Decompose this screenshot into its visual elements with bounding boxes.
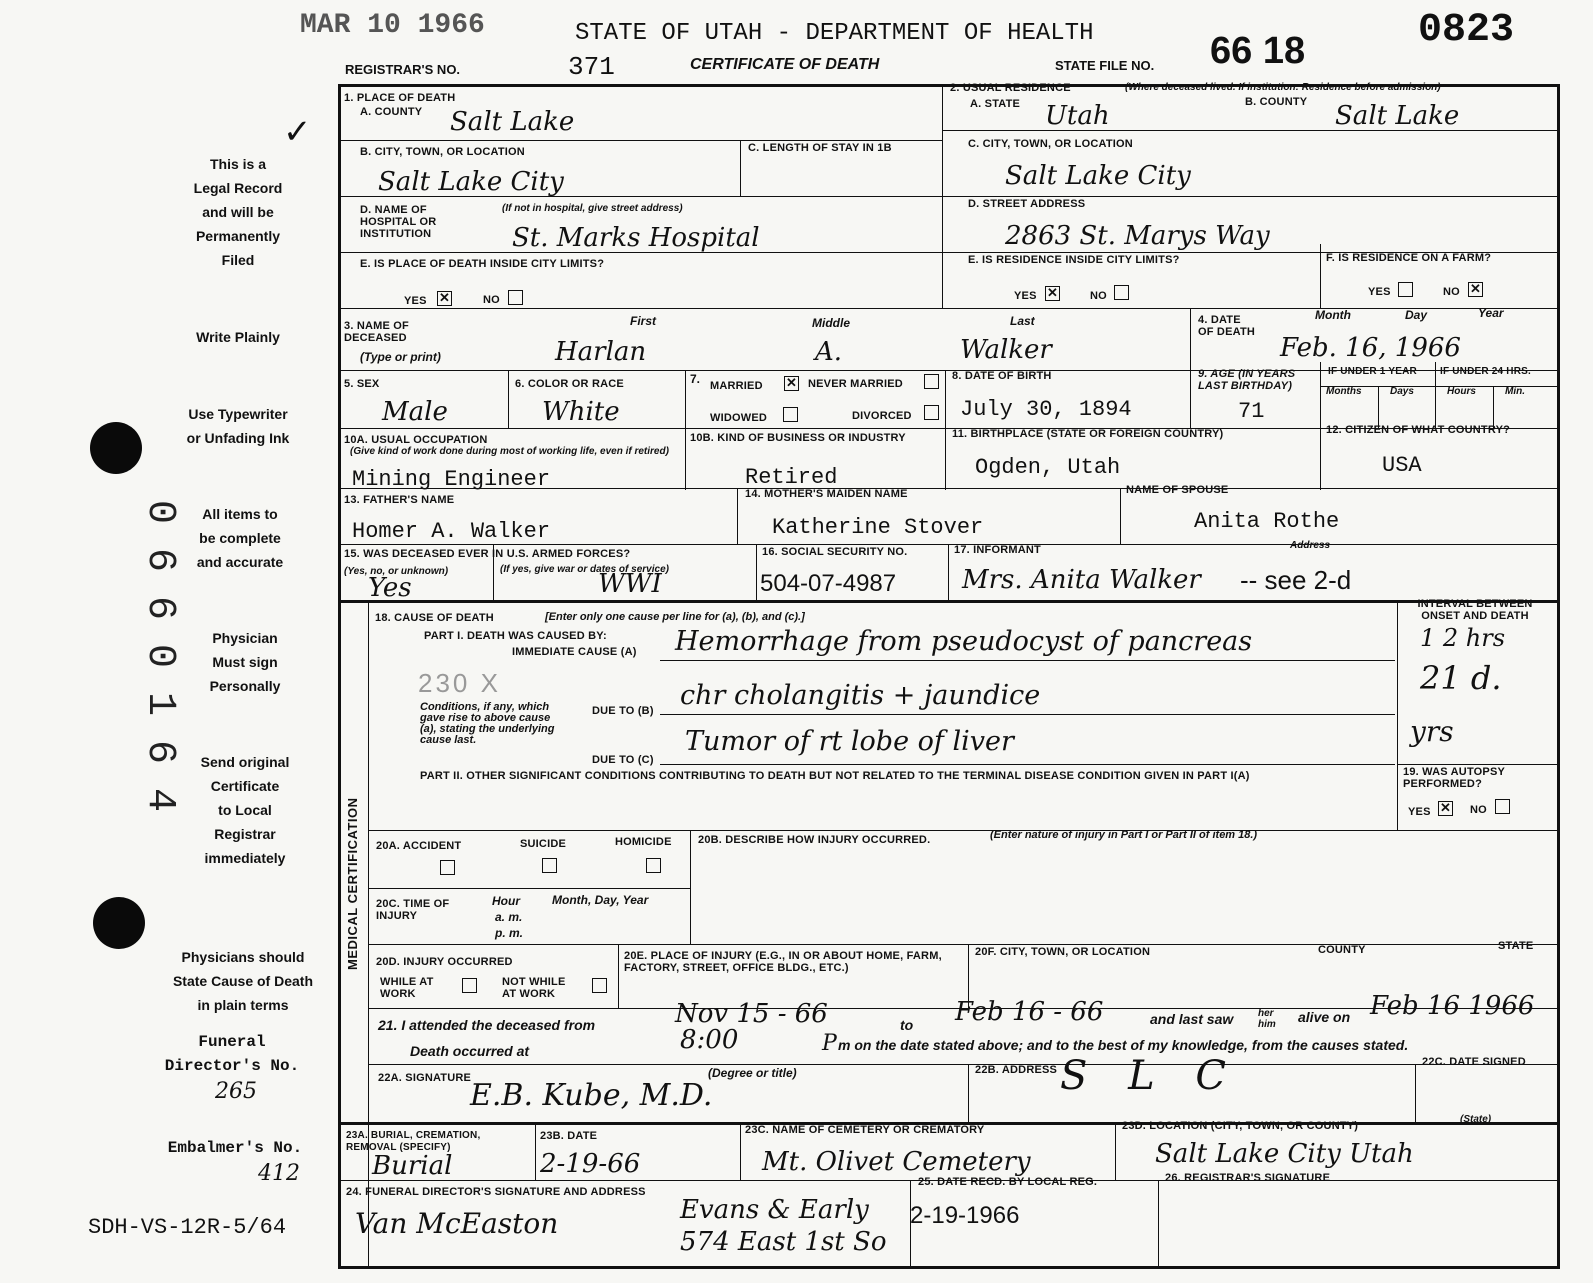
under-24-hrs-label: IF UNDER 24 HRS. <box>1440 366 1531 377</box>
citizen-value: USA <box>1382 453 1422 478</box>
never-married-checkbox[interactable] <box>924 374 939 389</box>
first-name-value: Harlan <box>555 337 647 367</box>
residence-inside-yes-label: YES <box>1014 290 1037 302</box>
state-file-no: 66 18 <box>1210 30 1306 72</box>
autopsy-yes-checkbox[interactable]: ✕ <box>1438 801 1453 816</box>
burial-type-value: Burial <box>372 1151 453 1181</box>
cause-code: 230 X <box>418 668 501 698</box>
sex-value: Male <box>382 397 448 427</box>
cemetery-label: 23C. NAME OF CEMETERY OR CREMATORY <box>745 1124 985 1136</box>
occupation-note: (Give kind of work done during most of working life, even if retired) <box>350 446 669 457</box>
occupation-label: 10A. USUAL OCCUPATION <box>344 434 488 446</box>
while-at-work-checkbox[interactable] <box>462 978 477 993</box>
residence-county-value: Salt Lake <box>1335 101 1460 131</box>
attendance-text3: m on the date stated above; and to the best of my knowledge, from the causes stated. <box>838 1037 1409 1053</box>
death-time-pm: P <box>822 1031 837 1056</box>
part2-label: PART II. OTHER SIGNIFICANT CONDITIONS CONTRIBUTING TO DEATH BUT NOT RELATED TO THE TERMINAL DISEASE CONDITION GIVEN IN PART I(A) <box>420 770 1250 782</box>
item-7-number: 7. <box>690 372 701 386</box>
residence-state-value: Utah <box>1045 101 1110 131</box>
injury-occurred-label: 20D. INJURY OCCURRED <box>376 956 513 968</box>
homicide-label: HOMICIDE <box>615 836 672 848</box>
war-value: WWI <box>598 569 662 599</box>
residence-inside-no-checkbox[interactable] <box>1114 285 1129 300</box>
injury-how-note: (Enter nature of injury in Part I or Part II of item 18.) <box>990 829 1258 841</box>
farm-yes-checkbox[interactable] <box>1398 282 1413 297</box>
deceased-name-label: 3. NAME OF DECEASED <box>344 320 409 344</box>
sidebar-funeral-no: 265 <box>215 1079 257 1104</box>
attendance-text2: Death occurred at <box>410 1043 530 1059</box>
middle-name-label: Middle <box>812 316 850 330</box>
injury-state-label: STATE <box>1498 940 1534 952</box>
length-of-stay-label: C. LENGTH OF STAY IN 1B <box>748 142 892 154</box>
death-county-value: Salt Lake <box>450 107 575 137</box>
hour-label: Hour <box>492 894 520 908</box>
attendance-text1: 21. I attended the deceased from <box>378 1017 596 1033</box>
death-inside-no-label: NO <box>483 294 500 306</box>
signature-label: 22A. SIGNATURE <box>378 1072 472 1084</box>
spouse-value: Anita Rothe <box>1194 509 1340 534</box>
residence-label: 2. USUAL RESIDENCE <box>950 82 1071 94</box>
death-city-label: B. CITY, TOWN, OR LOCATION <box>360 146 525 158</box>
residence-inside-limits-label: E. IS RESIDENCE INSIDE CITY LIMITS? <box>968 254 1180 266</box>
residence-city-label: C. CITY, TOWN, OR LOCATION <box>968 138 1133 150</box>
not-while-at-work-checkbox[interactable] <box>592 978 607 993</box>
death-city-value: Salt Lake City <box>378 167 564 197</box>
dod-year-label: Year <box>1478 306 1504 320</box>
accident-label: 20A. ACCIDENT <box>376 840 462 852</box>
widowed-checkbox[interactable] <box>783 407 798 422</box>
pm-label: p. m. <box>495 926 524 940</box>
autopsy-no-checkbox[interactable] <box>1495 799 1510 814</box>
race-value: White <box>542 397 620 427</box>
date-signed-label: 22C. DATE SIGNED <box>1422 1056 1526 1068</box>
alive-on-label: alive on <box>1298 1009 1351 1025</box>
never-married-label: NEVER MARRIED <box>808 378 903 390</box>
hospital-label: D. NAME OF HOSPITAL OR INSTITUTION <box>360 204 437 240</box>
date-of-death-value: Feb. 16, 1966 <box>1280 333 1461 363</box>
suicide-checkbox[interactable] <box>542 858 557 873</box>
sidebar-embalmer-label: Embalmer's No. <box>167 1139 303 1157</box>
birthplace-value: Ogden, Utah <box>975 455 1121 480</box>
due-to-b-label: DUE TO (B) <box>592 705 654 717</box>
place-of-death-label: 1. PLACE OF DEATH <box>344 92 456 104</box>
business-value: Retired <box>745 465 838 490</box>
homicide-checkbox[interactable] <box>646 858 661 873</box>
age-value: 71 <box>1238 399 1265 424</box>
residence-state-label: A. STATE <box>970 98 1021 110</box>
street-address-value: 2863 St. Marys Way <box>1005 221 1270 251</box>
mother-value: Katherine Stover <box>772 515 984 540</box>
sidebar-physicians-should: Physicians should State Cause of Death in plain terms <box>172 949 314 1013</box>
death-inside-no-checkbox[interactable] <box>508 290 523 305</box>
war-note: (If yes, give war or dates of service) <box>500 564 669 575</box>
burial-state-label: (State) <box>1460 1114 1492 1125</box>
ssn-value: 504-07-4987 <box>760 570 897 597</box>
date-recd-value: 2-19-1966 <box>910 1202 1020 1229</box>
interval-c-value: yrs <box>1410 715 1454 748</box>
days-label: Days <box>1390 386 1414 397</box>
burial-location-value: Salt Lake City Utah <box>1155 1139 1414 1169</box>
vertical-serial-number: 0 6 6 0 1 6 4 <box>137 500 182 813</box>
interval-a-value: 1 2 hrs <box>1420 624 1506 652</box>
interval-label: INTERVAL BETWEEN ONSET AND DEATH <box>1417 598 1533 622</box>
informant-label: 17. INFORMANT <box>954 544 1041 556</box>
certificate-title: CERTIFICATE OF DEATH <box>690 56 880 73</box>
dob-value: July 30, 1894 <box>960 397 1132 422</box>
state-file-label: STATE FILE NO. <box>1055 58 1155 73</box>
min-label: Min. <box>1505 386 1525 397</box>
last-name-value: Walker <box>960 335 1052 365</box>
interval-b-value: 21 d. <box>1420 659 1502 697</box>
date-of-death-label: 4. DATE OF DEATH <box>1198 314 1256 338</box>
street-address-label: D. STREET ADDRESS <box>968 198 1086 210</box>
hospital-note: (If not in hospital, give street address) <box>502 203 683 214</box>
sidebar-write-plainly: Write Plainly <box>196 329 280 345</box>
farm-label: F. IS RESIDENCE ON A FARM? <box>1326 252 1492 264</box>
degree-label: (Degree or title) <box>708 1066 797 1080</box>
residence-inside-no-label: NO <box>1090 290 1107 302</box>
divorced-checkbox[interactable] <box>924 405 939 420</box>
informant-address-value: -- see 2-d <box>1240 565 1352 595</box>
informant-value: Mrs. Anita Walker <box>962 565 1201 595</box>
widowed-label: WIDOWED <box>710 412 768 424</box>
sidebar-physician-sign: Physician Must sign Personally <box>209 630 281 694</box>
farm-no-checkbox[interactable]: ✕ <box>1468 282 1483 297</box>
form-code: SDH-VS-12R-5/64 <box>88 1215 287 1240</box>
burial-date-label: 23B. DATE <box>540 1130 598 1142</box>
sex-label: 5. SEX <box>344 378 380 390</box>
part1-label: PART I. DEATH WAS CAUSED BY: <box>424 630 607 642</box>
mdy-label: Month, Day, Year <box>552 893 649 907</box>
sidebar-embalmer-no: 412 <box>258 1161 300 1186</box>
time-of-injury-label: 20C. TIME OF INJURY <box>376 898 450 922</box>
autopsy-yes-label: YES <box>1408 806 1431 818</box>
signature-address-value: S L C <box>1060 1053 1240 1099</box>
sidebar-legal-record: This is a Legal Record and will be Permanently Filed <box>193 156 283 268</box>
immediate-cause-label: IMMEDIATE CAUSE (A) <box>512 646 637 658</box>
dod-month-label: Month <box>1315 308 1351 322</box>
attended-to-label: to <box>900 1017 914 1033</box>
death-inside-yes-checkbox[interactable]: ✕ <box>437 291 452 306</box>
sidebar-send-original: Send original Certificate to Local Registrar immediately <box>200 754 290 866</box>
race-label: 6. COLOR OR RACE <box>515 378 624 390</box>
punch-hole-top <box>90 422 142 474</box>
received-stamp: MAR 10 1966 <box>300 10 485 41</box>
signature-address-label: 22B. ADDRESS <box>975 1064 1058 1076</box>
armed-forces-note: (Yes, no, or unknown) <box>344 566 449 577</box>
not-while-at-work-label: NOT WHILE AT WORK <box>502 976 566 1000</box>
mother-label: 14. MOTHER'S MAIDEN NAME <box>745 488 908 500</box>
registrar-signature-label: 26. REGISTRAR'S SIGNATURE <box>1165 1172 1331 1184</box>
injury-city-label: 20F. CITY, TOWN, OR LOCATION <box>975 946 1151 958</box>
occupation-value: Mining Engineer <box>352 467 551 492</box>
accident-checkbox[interactable] <box>440 860 455 875</box>
farm-no-label: NO <box>1443 286 1460 298</box>
attended-to-value: Feb 16 - 66 <box>955 997 1104 1027</box>
divorced-label: DIVORCED <box>852 410 912 422</box>
birthplace-label: 11. BIRTHPLACE (STATE OR FOREIGN COUNTRY) <box>952 428 1224 440</box>
attended-from-value: Nov 15 - 66 <box>675 999 828 1029</box>
ssn-label: 16. SOCIAL SECURITY NO. <box>762 546 908 558</box>
age-label: 9. AGE (IN YEARS LAST BIRTHDAY) <box>1198 368 1296 392</box>
middle-name-value: A. <box>815 337 843 367</box>
medical-certification-label: MEDICAL CERTIFICATION <box>345 797 360 970</box>
place-of-injury-label: 20E. PLACE OF INJURY (E.G., IN OR ABOUT HOME, FARM, FACTORY, STREET, OFFICE BLDG., ETC.) <box>624 950 942 974</box>
registrars-no: 371 <box>568 52 615 82</box>
residence-note: (Where deceased lived. If institution: Residence before admission) <box>1125 82 1441 93</box>
married-checkbox[interactable]: ✕ <box>784 376 799 391</box>
death-time-value: 8:00 <box>680 1025 739 1055</box>
am-label: a. m. <box>495 910 523 924</box>
last-name-label: Last <box>1010 314 1035 328</box>
cause-c-value: Tumor of rt lobe of liver <box>685 726 1014 757</box>
suicide-label: SUICIDE <box>520 838 567 850</box>
father-label: 13. FATHER'S NAME <box>344 494 455 506</box>
residence-inside-yes-checkbox[interactable]: ✕ <box>1045 286 1060 301</box>
funeral-firm: Evans & Early <box>680 1195 869 1225</box>
first-name-label: First <box>630 314 657 328</box>
death-inside-limits-label: E. IS PLACE OF DEATH INSIDE CITY LIMITS? <box>360 258 605 270</box>
death-inside-yes-label: YES <box>404 295 427 307</box>
checkmark-icon: ✓ <box>283 113 312 151</box>
informant-address-label: Address <box>1290 540 1331 551</box>
months-label: Months <box>1326 386 1362 397</box>
sidebar-funeral-label: Funeral Director's No. <box>164 1033 300 1075</box>
while-at-work-label: WHILE AT WORK <box>380 976 434 1000</box>
deceased-name-note: (Type or print) <box>360 350 441 364</box>
her-him-label: her him <box>1258 1008 1276 1030</box>
burial-type-label: 23A. BURIAL, CREMATION, REMOVAL (SPECIFY) <box>346 1130 481 1153</box>
physician-signature: E.B. Kube, M.D. <box>470 1078 713 1113</box>
sidebar-typewriter: Use Typewriter or Unfading Ink <box>186 406 290 446</box>
injury-county-label: COUNTY <box>1318 944 1366 956</box>
injury-how-label: 20B. DESCRIBE HOW INJURY OCCURRED. <box>698 834 931 846</box>
citizen-label: 12. CITIZEN OF WHAT COUNTRY? <box>1326 424 1511 436</box>
burial-date-value: 2-19-66 <box>540 1149 641 1179</box>
last-saw-label: and last saw <box>1150 1011 1234 1027</box>
cause-label: 18. CAUSE OF DEATH <box>375 612 494 624</box>
dod-day-label: Day <box>1405 308 1428 322</box>
cause-b-value: chr cholangitis + jaundice <box>680 680 1041 711</box>
residence-city-value: Salt Lake City <box>1005 161 1191 191</box>
business-label: 10B. KIND OF BUSINESS OR INDUSTRY <box>690 432 906 444</box>
dob-label: 8. DATE OF BIRTH <box>952 370 1052 382</box>
cause-a-value: Hemorrhage from pseudocyst of pancreas <box>675 626 1253 657</box>
armed-forces-label: 15. WAS DECEASED EVER IN U.S. ARMED FORCES? <box>344 548 631 560</box>
married-text: MARRIED <box>710 380 763 392</box>
cemetery-value: Mt. Olivet Cemetery <box>762 1147 1031 1177</box>
burial-location-label: 23D. LOCATION (CITY, TOWN, OR COUNTY) <box>1122 1120 1359 1132</box>
certificate-number: 0823 <box>1418 8 1515 53</box>
funeral-director-signature: Van McEaston <box>355 1207 559 1240</box>
alive-on-value: Feb 16 1966 <box>1370 991 1535 1021</box>
armed-forces-value: Yes <box>368 573 412 603</box>
father-value: Homer A. Walker <box>352 519 551 544</box>
residence-county-label: B. COUNTY <box>1245 96 1308 108</box>
due-to-c-label: DUE TO (C) <box>592 754 654 766</box>
funeral-director-label: 24. FUNERAL DIRECTOR'S SIGNATURE AND ADDRESS <box>346 1186 646 1198</box>
spouse-label: NAME OF SPOUSE <box>1126 484 1229 496</box>
conditions-note: Conditions, if any, which gave rise to above cause (a), stating the underlying cause last. <box>420 701 555 746</box>
punch-hole-bottom <box>93 897 145 949</box>
cause-note: [Enter only one cause per line for (a), (b), and (c).] <box>545 611 805 623</box>
hours-label: Hours <box>1447 386 1476 397</box>
autopsy-label: 19. WAS AUTOPSY PERFORMED? <box>1403 766 1505 790</box>
hospital-value: St. Marks Hospital <box>512 223 760 253</box>
date-recd-label: 25. DATE RECD. BY LOCAL REG. <box>918 1176 1098 1188</box>
header-title: STATE OF UTAH - DEPARTMENT OF HEALTH <box>575 20 1094 47</box>
sidebar-all-items: All items to be complete and accurate <box>196 506 284 570</box>
autopsy-no-label: NO <box>1470 804 1487 816</box>
funeral-address: 574 East 1st So <box>680 1227 887 1257</box>
registrars-no-label: REGISTRAR'S NO. <box>345 62 461 77</box>
death-county-label: A. COUNTY <box>360 106 423 118</box>
farm-yes-label: YES <box>1368 286 1391 298</box>
under-1-year-label: IF UNDER 1 YEAR <box>1328 366 1417 377</box>
